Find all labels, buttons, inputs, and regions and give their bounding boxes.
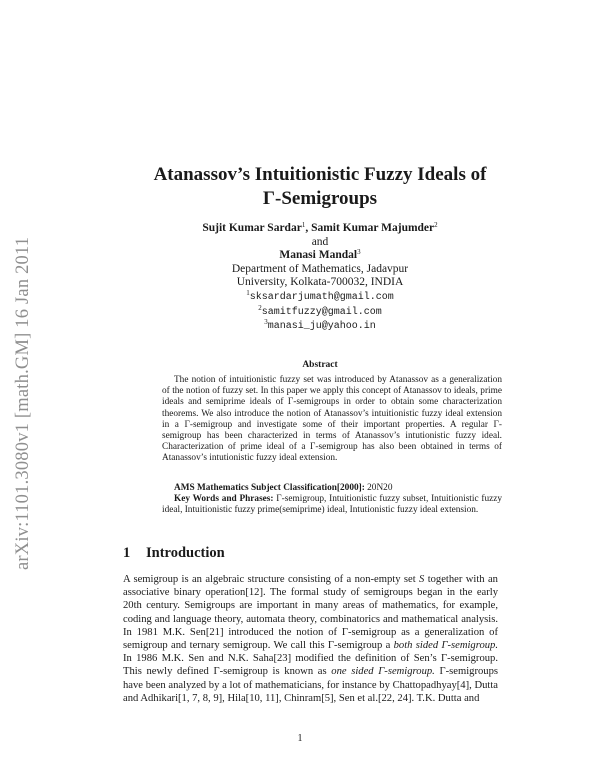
arxiv-stamp — [10, 180, 32, 580]
author-2: Samit Kumar Majumder — [311, 222, 435, 234]
ams-label: AMS Mathematics Subject Classification[2000]: — [174, 483, 365, 493]
section-heading — [123, 545, 225, 562]
one-sided-term: one sided Γ-semigroup. — [331, 666, 435, 678]
email-1-mark: 1 — [246, 288, 250, 297]
ams-line — [162, 483, 502, 494]
email-3-mark: 3 — [264, 318, 268, 327]
author-3: Manasi Mandal — [279, 249, 358, 262]
intro-part-1: A semigroup is an algebraic structure consisting of a non-empty set — [123, 574, 420, 585]
keywords-label: Key Words and Phrases: — [174, 494, 274, 505]
author-3-mark: 3 — [357, 248, 361, 257]
author-2-mark: 2 — [434, 221, 438, 229]
keywords-text: Γ-semigroup, Intuitionistic fuzzy subset, Intuitionistic fuzzy ideal, Intuitionistic fuzzy prime(semiprime) ideal, Intutionistic fuzzy ideal extension. — [162, 494, 503, 516]
abstract-text: The notion of intuitionistic fuzzy set was introduced by Atanassov as a generalization of the notion of fuzzy set. In this paper we apply this concept of Atanassov to ideals, prime ideals and semiprime ideals of Γ-semigroups in order to obtain some characterization theorems. We also introduce the notion of Atanassov’s intuitionistic fuzzy ideal extension in a Γ-semigroup and investigate some of their important properties. A regular Γ-semigroup has been characterized in terms of Atanassov’s intutionistic fuzzy ideal. Characterization of prime ideal of a Γ-semigroup has also been obtained in terms of Atanassov’s intutionistic fuzzy ideal extension. — [162, 375, 502, 464]
both-sided-term: both sided Γ-semigroup. — [393, 640, 499, 652]
page-number: 1 — [297, 733, 303, 744]
intro-part-2: together with an associative binary operation[12]. The formal study of semigroups began in the early 20th century. Semigroups are important in many areas of mathematics, for example, coding and language theory, automata theory, combinatorics and mathematical analysis. In 1981 M.K. Sen[21] introduced the notion of Γ-semigroup as a generalization of semigroup and ternary semigroup. We call this Γ-semigroup a — [123, 574, 498, 652]
section-title: Introduction — [146, 545, 225, 561]
title-line-2: Γ-Semigroups — [262, 188, 378, 209]
title-line-1: Atanassov’s Intuitionistic Fuzzy Ideals of — [153, 164, 487, 185]
email-line-3 — [100, 319, 540, 334]
intro-paragraph — [123, 573, 498, 705]
author-line-2 — [100, 249, 540, 263]
set-symbol-s: S — [419, 574, 425, 585]
email-line-1 — [100, 290, 540, 305]
and-word: and — [311, 235, 329, 248]
author-block — [100, 222, 540, 334]
arxiv-stamp-text: arXiv:1101.3080v1 [math.GM] 16 Jan 2011 — [13, 236, 33, 570]
email-1[interactable]: sksardarjumath@gmail.com — [249, 291, 394, 303]
section-number: 1 — [123, 545, 131, 561]
ams-value: 20N20 — [367, 483, 393, 493]
author-1-mark: 1 — [301, 221, 306, 229]
affiliation-line-1: Department of Mathematics, Jadavpur — [231, 262, 409, 275]
classification-block — [162, 483, 502, 517]
author-line — [100, 222, 540, 236]
author-separator: , — [305, 222, 312, 234]
email-3[interactable]: manasi_ju@yahoo.in — [267, 321, 376, 333]
email-line-2 — [100, 305, 540, 320]
intro-part-4: Γ-semigroups have been analyzed by a lot of mathematicians, for instance by Chattopadhyay[4], Dutta and Adhikari[1, 7, 8, 9], Hila[10, 11], Chinram[5], Sen et al.[22, 24]. T.K. Dutta and — [123, 666, 498, 704]
affiliation-line-2: University, Kolkata-700032, INDIA — [236, 276, 404, 289]
author-1: Sujit Kumar Sardar — [202, 222, 302, 234]
paper-title — [100, 163, 540, 211]
abstract-heading: Abstract — [302, 360, 338, 370]
email-2[interactable]: samitfuzzy@gmail.com — [261, 306, 382, 318]
keywords-line — [162, 494, 502, 516]
intro-part-3: In 1986 M.K. Sen and N.K. Saha[23] modified the definition of Sen’s Γ-semigroup. This newly defined Γ-semigroup is known as — [123, 653, 498, 678]
email-2-mark: 2 — [258, 303, 262, 312]
